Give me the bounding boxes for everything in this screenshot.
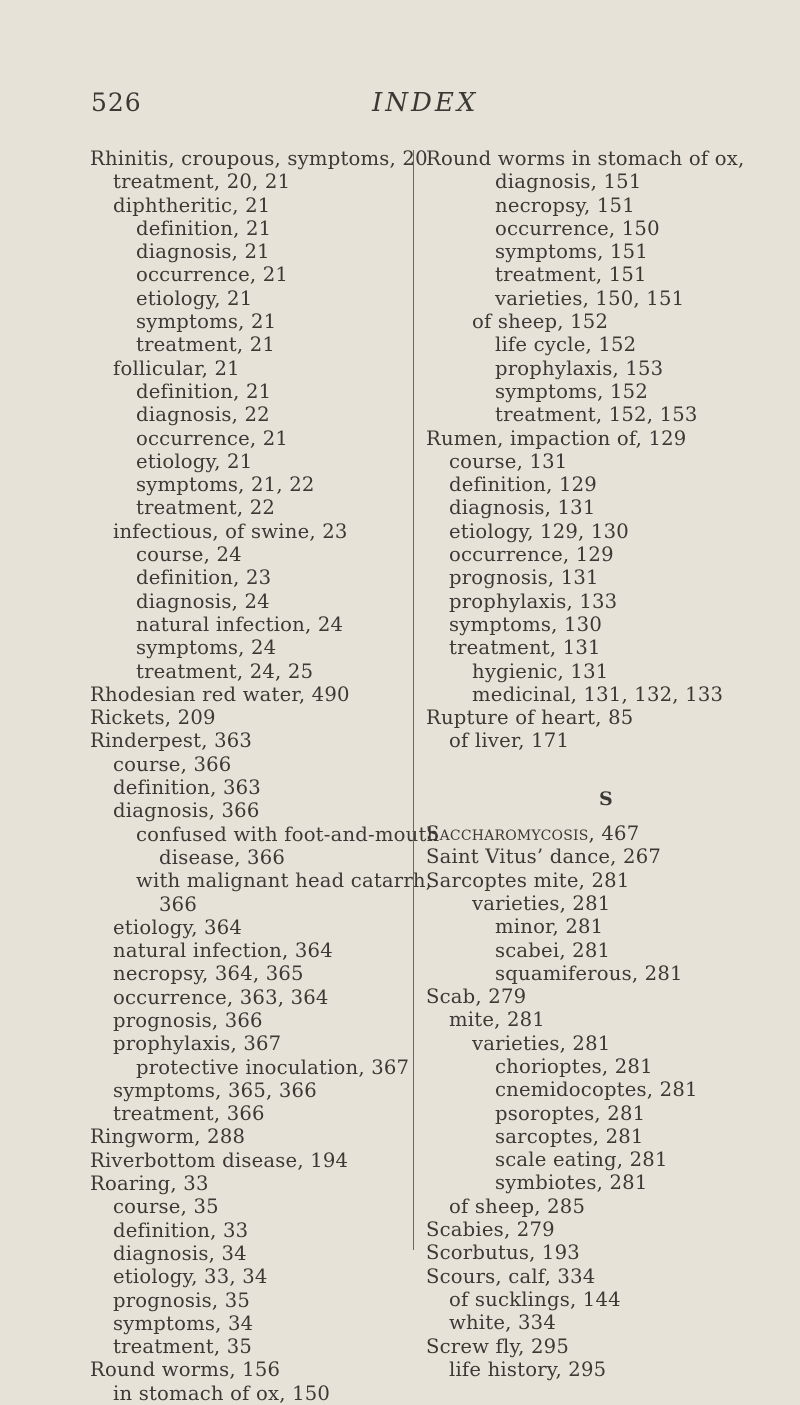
index-entry: Round worms, 156: [90, 1358, 281, 1382]
index-subentry: course, 35: [113, 1195, 219, 1219]
index-entry: Scorbutus, 193: [426, 1241, 580, 1265]
index-subentry: infectious, of swine, 23: [113, 519, 348, 543]
index-subentry: prophylaxis, 367: [113, 1032, 282, 1056]
index-subentry: treatment, 20, 21: [113, 170, 291, 194]
index-subentry: definition, 363: [113, 776, 261, 800]
index-subentry: of sheep, 152: [472, 310, 609, 334]
index-subentry: diagnosis, 24: [136, 589, 270, 613]
index-subentry: cnemidocoptes, 281: [495, 1078, 698, 1102]
index-subentry: prognosis, 35: [113, 1288, 251, 1312]
index-entry: Rhodesian red water, 490: [90, 682, 350, 706]
index-subentry: white, 334: [449, 1311, 556, 1335]
index-subentry: symptoms, 130: [449, 612, 603, 636]
index-subentry: varieties, 281: [472, 891, 611, 915]
index-entry: Roaring, 33: [90, 1172, 209, 1196]
index-entry: Rhinitis, croupous, symptoms, 20: [90, 147, 428, 170]
index-column-left: [90, 147, 440, 1405]
index-subentry: necropsy, 151: [495, 193, 635, 217]
index-subentry: symptoms, 151: [495, 240, 649, 264]
index-subentry: etiology, 21: [136, 449, 253, 473]
index-subentry: definition, 21: [136, 379, 272, 403]
index-subentry: mite, 281: [449, 1008, 545, 1032]
index-subentry: squamiferous, 281: [495, 961, 683, 985]
index-subentry: of liver, 171: [449, 729, 570, 753]
index-subentry: of sucklings, 144: [449, 1287, 621, 1311]
index-subentry: definition, 23: [136, 566, 272, 590]
index-subentry: diagnosis, 366: [113, 799, 260, 823]
index-subentry: etiology, 21: [136, 286, 253, 310]
index-subentry: sarcoptes, 281: [495, 1124, 644, 1148]
column-divider: [413, 150, 414, 1250]
index-subentry: occurrence, 129: [449, 543, 614, 567]
index-subentry: symptoms, 21, 22: [136, 473, 315, 497]
index-entry: Rupture of heart, 85: [426, 706, 634, 730]
index-subentry: prophylaxis, 153: [495, 356, 664, 380]
index-subentry: scale eating, 281: [495, 1148, 668, 1172]
index-entry: Riverbottom disease, 194: [90, 1148, 349, 1172]
index-subentry: etiology, 364: [113, 915, 243, 939]
index-subentry: definition, 33: [113, 1218, 249, 1242]
index-subentry: treatment, 152, 153: [495, 403, 698, 427]
index-subentry: confused with foot-and-mouth: [136, 822, 440, 846]
index-subentry: treatment, 22: [136, 496, 276, 520]
index-subentry: treatment, 151: [495, 263, 647, 287]
index-subentry: occurrence, 21: [136, 426, 289, 450]
index-subentry: medicinal, 131, 132, 133: [472, 682, 724, 706]
index-subentry: occurrence, 21: [136, 263, 289, 287]
index-entry: Scours, calf, 334: [426, 1264, 596, 1288]
section-letter: S: [599, 788, 613, 811]
index-subentry: diagnosis, 131: [449, 496, 596, 520]
index-entry: Rumen, impaction of, 129: [426, 426, 687, 450]
index-subentry: protective inoculation, 367: [136, 1055, 410, 1079]
index-entry: Screw fly, 295: [426, 1334, 569, 1358]
index-subentry: treatment, 366: [113, 1102, 265, 1126]
index-subentry: diphtheritic, 21: [113, 193, 271, 217]
index-subentry: of sheep, 285: [449, 1194, 586, 1218]
index-subentry: symptoms, 21: [136, 310, 277, 334]
index-entry: Round worms in stomach of ox,: [426, 147, 745, 170]
index-subentry: diagnosis, 21: [136, 240, 270, 264]
index-subentry: symptoms, 365, 366: [113, 1078, 317, 1102]
index-subentry: treatment, 21: [136, 333, 276, 357]
index-column-right: [426, 147, 798, 1381]
index-subentry: symptoms, 152: [495, 379, 649, 403]
index-subentry: symptoms, 34: [113, 1311, 254, 1335]
index-subentry: etiology, 129, 130: [449, 519, 629, 543]
index-subentry: psoroptes, 281: [495, 1101, 646, 1125]
index-entry: Saccharomycosis, 467: [426, 822, 640, 846]
index-subentry: in stomach of ox, 150: [113, 1381, 331, 1405]
index-subentry: scabei, 281: [495, 938, 611, 962]
page-header: [0, 88, 800, 128]
index-subentry: etiology, 33, 34: [113, 1265, 268, 1289]
index-subentry: disease, 366: [159, 845, 286, 869]
index-subentry: prognosis, 131: [449, 566, 599, 590]
index-entry: Rickets, 209: [90, 706, 216, 730]
page-number: 526: [91, 88, 142, 117]
index-subentry: 366: [159, 892, 197, 916]
index-subentry: minor, 281: [495, 915, 604, 939]
index-subentry: diagnosis, 22: [136, 403, 270, 427]
index-subentry: occurrence, 363, 364: [113, 985, 329, 1009]
index-entry: Ringworm, 288: [90, 1125, 246, 1149]
index-subentry: hygienic, 131: [472, 659, 609, 683]
index-entry: Saint Vitus’ dance, 267: [426, 845, 662, 869]
index-subentry: necropsy, 364, 365: [113, 962, 304, 986]
index-entry: Scabies, 279: [426, 1218, 555, 1242]
index-subentry: treatment, 35: [113, 1335, 253, 1359]
index-subentry: course, 24: [136, 543, 242, 567]
index-subentry: symbiotes, 281: [495, 1171, 648, 1195]
index-subentry: prognosis, 366: [113, 1008, 263, 1032]
blank-line: [426, 753, 798, 776]
index-subentry: treatment, 24, 25: [136, 659, 314, 683]
index-subentry: treatment, 131: [449, 636, 601, 660]
index-subentry: symptoms, 24: [136, 636, 277, 660]
index-subentry: chorioptes, 281: [495, 1054, 653, 1078]
index-subentry: varieties, 150, 151: [495, 286, 685, 310]
index-subentry: occurrence, 150: [495, 216, 660, 240]
index-subentry: diagnosis, 34: [113, 1241, 247, 1265]
index-subentry: diagnosis, 151: [495, 170, 642, 194]
page-title: INDEX: [372, 88, 479, 118]
index-subentry: varieties, 281: [472, 1031, 611, 1055]
index-subentry: definition, 129: [449, 473, 597, 497]
index-subentry: course, 131: [449, 449, 568, 473]
index-subentry: natural infection, 364: [113, 939, 333, 963]
index-subentry: life cycle, 152: [495, 333, 637, 357]
index-subentry: definition, 21: [136, 216, 272, 240]
index-entry: Rinderpest, 363: [90, 729, 253, 753]
index-subentry: follicular, 21: [113, 356, 240, 380]
index-subentry: life history, 295: [449, 1357, 607, 1381]
index-entry: Sarcoptes mite, 281: [426, 868, 630, 892]
index-entry: Scab, 279: [426, 985, 527, 1009]
index-subentry: course, 366: [113, 752, 232, 776]
index-subentry: with malignant head catarrh,: [136, 869, 433, 893]
index-subentry: natural infection, 24: [136, 612, 344, 636]
index-subentry: prophylaxis, 133: [449, 589, 618, 613]
